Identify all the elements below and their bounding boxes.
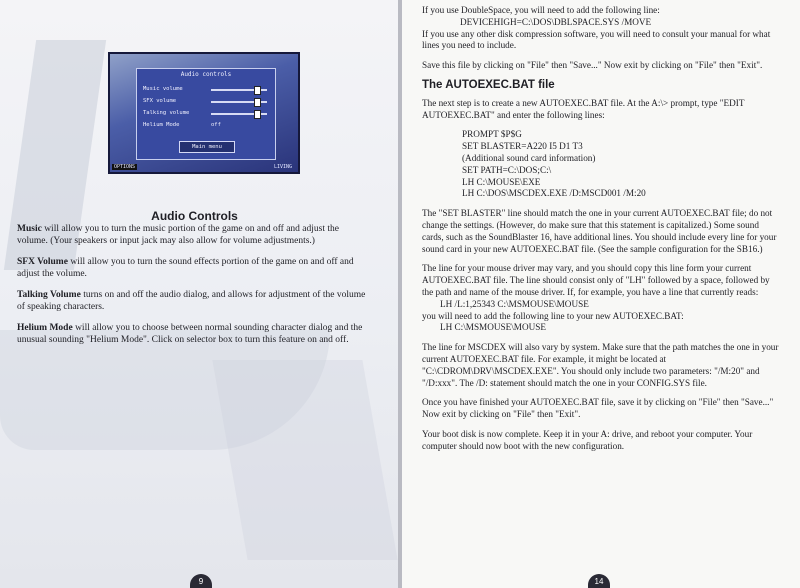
options-label: OPTIONS [114, 164, 136, 170]
helium-mode-value: off [211, 122, 221, 128]
helium-mode-row [143, 121, 271, 131]
code-line: SET PATH=C:\DOS;C:\ [462, 164, 552, 175]
talking-volume-knob [254, 110, 261, 119]
audio-controls-heading: Audio Controls [151, 209, 238, 223]
music-paragraph [17, 223, 372, 247]
talking-term: Talking Volume [17, 290, 81, 300]
sfx-volume-label: SFX volume [143, 98, 177, 104]
mscdex-paragraph: The line for MSCDEX will also vary by system. Make sure that the path matches the one in your current AUTOEXEC.BAT file. For example, it might be located at "C:\CDROM\DRV\MSCDEX.EXE". You should only include two parameters: "/M:20" and "/D:xxx". The /D: statement should match the one in your CONFIG.SYS file. [422, 342, 779, 388]
talking-volume-row [143, 109, 271, 119]
living-label: LIVING [273, 164, 292, 170]
audio-controls-screenshot [108, 52, 300, 174]
music-desc: will allow you to turn the music portion of the game on and off and adjust the volume. (Your speakers or input jack may also allow for volume adjustments.) [17, 224, 339, 246]
finish-paragraph: Once you have finished your AUTOEXEC.BAT file, save it by clicking on "File" then "Save..." Now exit by clicking on "File" then "Exit". [422, 397, 774, 420]
audio-controls-panel [136, 68, 276, 160]
ship-watermark-sail [212, 360, 397, 560]
compression-note: If you use any other disk compression software, you will need to consult your manual for what lines you need to include. [422, 28, 771, 51]
main-menu-button: Main menu [179, 141, 235, 153]
page-number-right: 14 [588, 574, 610, 588]
page-number-left: 9 [190, 574, 212, 588]
sfx-desc: will allow you to turn the sound effects portion of the game on and off and adjust the volume. [17, 257, 354, 279]
code-line: SET BLASTER=A220 I5 D1 T3 [462, 141, 583, 152]
code-line: LH C:\DOS\MSCDEX.EXE /D:MSCD001 /M:20 [462, 188, 646, 199]
audio-controls-text [17, 210, 372, 355]
autoexec-text [422, 5, 782, 461]
sfx-volume-row [143, 97, 271, 107]
helium-mode-label: Helium Mode [143, 122, 180, 128]
right-page [402, 0, 800, 588]
music-term: Music [17, 224, 42, 234]
code-line: (Additional sound card information) [462, 152, 596, 163]
panel-title: Audio controls [180, 71, 232, 78]
helium-term: Helium Mode [17, 323, 73, 333]
blaster-paragraph: The "SET BLASTER" line should match the one in your current AUTOEXEC.BAT file; do not change the settings. (However, do make sure that this statement is capitalized.) Some sound cards, such as the SoundBlaster 16, have additional lines. You should include every line for your sound card in your new AUTOEXEC.BAT file. (See the sample configuration for the SB16.) [422, 208, 777, 254]
code-line: LH C:\MOUSE\EXE [462, 176, 541, 187]
mouse-paragraph [422, 263, 782, 334]
create-autoexec-paragraph: The next step is to create a new AUTOEXEC.BAT file. At the A:\> prompt, type "EDIT AUTOEXEC.BAT" and enter the following lines: [422, 97, 745, 120]
autoexec-heading: The AUTOEXEC.BAT file [422, 78, 555, 91]
talking-paragraph [17, 289, 372, 313]
mouse-mid: you will need to add the following line to your new AUTOEXEC.BAT: [422, 310, 684, 321]
sfx-volume-knob [254, 98, 261, 107]
talking-desc: turns on and off the audio dialog, and allows for adjustment of the volume of speaking characters. [17, 290, 366, 312]
mouse-current-line: LH /L:1,25343 C:\MSMOUSE\MOUSE [440, 298, 589, 309]
music-volume-row [143, 85, 271, 95]
save-config-paragraph: Save this file by clicking on "File" then "Save..." Now exit by clicking on "File" then "Exit". [422, 60, 763, 71]
sfx-paragraph [17, 256, 372, 280]
talking-volume-label: Talking volume [143, 110, 190, 116]
devicehigh-line: DEVICEHIGH=C:\DOS\DBLSPACE.SYS /MOVE [460, 16, 652, 27]
helium-paragraph [17, 322, 372, 346]
mouse-intro: The line for your mouse driver may vary, and you should copy this line form your current AUTOEXEC.BAT file. The line should consist only of "LH" followed by a space, followed by the path and name of the mouse driver. If, for example, you have a line that currently reads: [422, 263, 770, 297]
code-line: PROMPT $P$G [462, 129, 522, 140]
helium-desc: will allow you to choose between normal sounding character dialog and the unusual sounding "Helium Mode". Click on selector box to turn this feature on and off. [17, 323, 363, 345]
doublespace-intro: If you use DoubleSpace, you will need to add the following line: [422, 5, 660, 15]
complete-paragraph: Your boot disk is now complete. Keep it in your A: drive, and reboot your computer. Your computer should now boot with the new configuration. [422, 428, 753, 451]
sfx-term: SFX Volume [17, 257, 68, 267]
music-volume-knob [254, 86, 261, 95]
autoexec-code-block [422, 129, 782, 200]
doublespace-paragraph [422, 5, 782, 52]
mouse-new-line: LH C:\MSMOUSE\MOUSE [440, 322, 546, 333]
left-page [0, 0, 398, 588]
music-volume-label: Music volume [143, 86, 183, 92]
